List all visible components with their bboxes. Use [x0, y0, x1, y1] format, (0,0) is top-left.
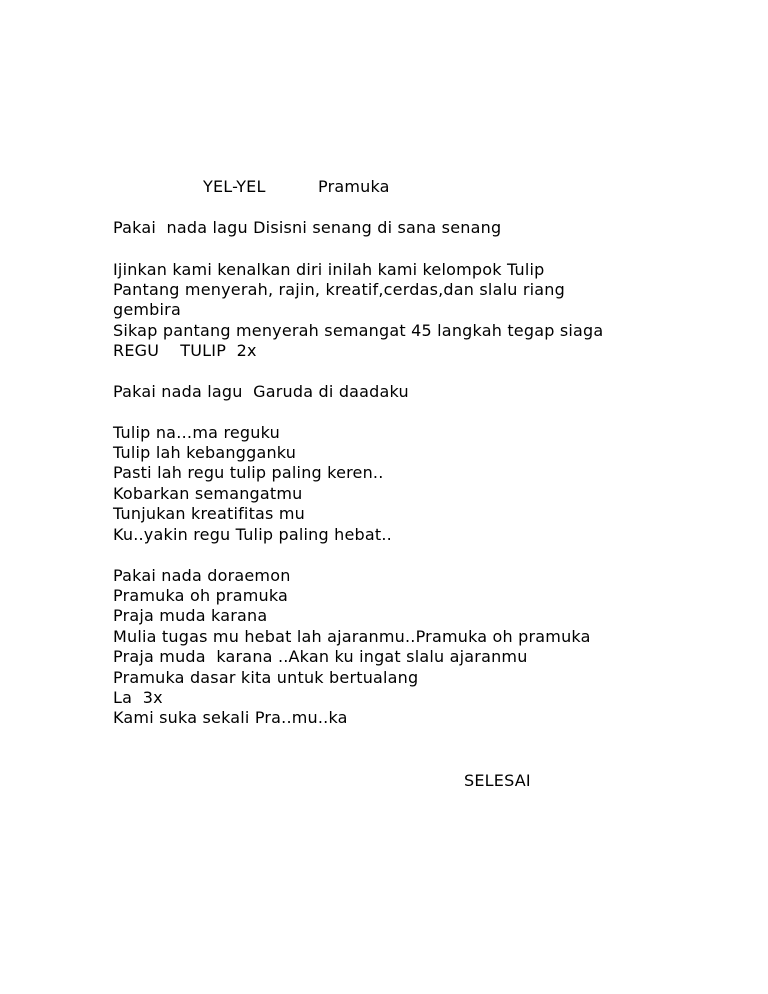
title-pramuka: Pramuka: [318, 177, 390, 196]
verse-line: Pantang menyerah, rajin, kreatif,cerdas,dan slalu riang: [113, 280, 565, 299]
verse-line: Mulia tugas mu hebat lah ajaranmu..Pramuka oh pramuka: [113, 627, 591, 646]
verse-line: Ijinkan kami kenalkan diri inilah kami kelompok Tulip: [113, 260, 545, 279]
title-yel-yel: YEL-YEL: [203, 177, 266, 196]
verse-line: Pramuka oh pramuka: [113, 586, 289, 605]
verse-line: Tulip lah kebangganku: [113, 443, 297, 462]
verse-line: Praja muda karana ..Akan ku ingat slalu ajaranmu: [113, 647, 528, 666]
verse-line: Kami suka sekali Pra..mu..ka: [113, 708, 348, 727]
instruction-line: Pakai nada doraemon: [113, 566, 291, 585]
verse-line: Tulip na…ma reguku: [113, 423, 280, 442]
verse-line: Sikap pantang menyerah semangat 45 langkah tegap siaga: [113, 321, 604, 340]
verse-line: Pramuka dasar kita untuk bertualang: [113, 668, 419, 687]
verse-line: Kobarkan semangatmu: [113, 484, 303, 503]
verse-line: Pasti lah regu tulip paling keren..: [113, 463, 384, 482]
instruction-line: Pakai nada lagu Garuda di daadaku: [113, 382, 409, 401]
verse-line: REGU TULIP 2x: [113, 341, 257, 360]
verse-line: Ku..yakin regu Tulip paling hebat..: [113, 525, 392, 544]
instruction-line: Pakai nada lagu Disisni senang di sana senang: [113, 218, 502, 237]
closing-text: SELESAI: [464, 771, 531, 790]
verse-line: La 3x: [113, 688, 163, 707]
verse-line: Praja muda karana: [113, 606, 268, 625]
verse-line: Tunjukan kreatifitas mu: [113, 504, 305, 523]
verse-line: gembira: [113, 300, 181, 319]
